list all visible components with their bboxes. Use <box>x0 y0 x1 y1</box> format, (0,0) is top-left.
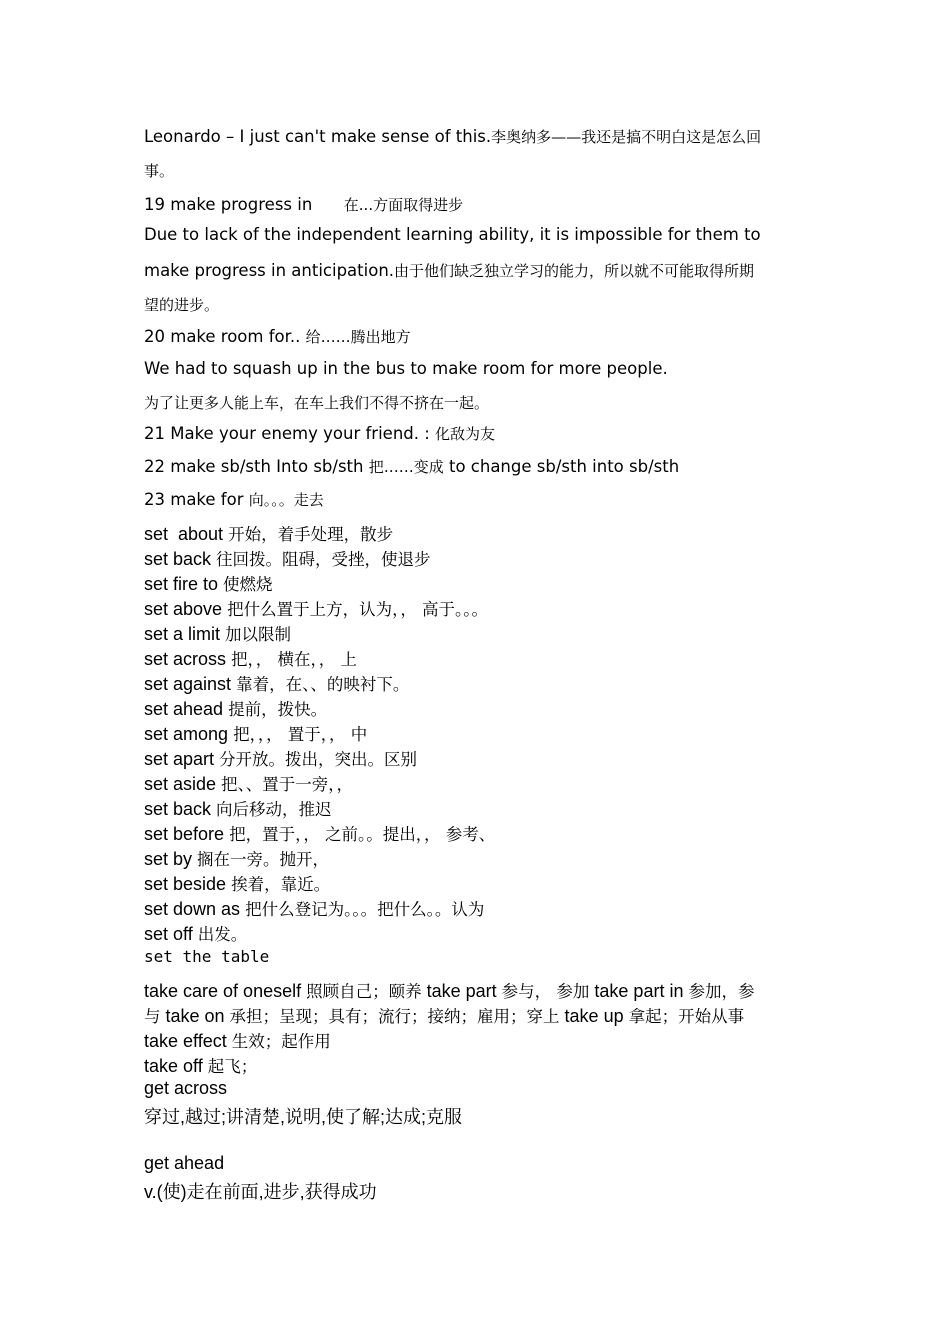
entry-line: set ahead 提前，拨快。 <box>144 699 328 719</box>
entry-line: set back 往回拨。阻碍，受挫，使退步 <box>144 549 431 569</box>
entry-line: 事。 <box>144 162 175 180</box>
entry-line: take effect 生效；起作用 <box>144 1031 331 1051</box>
entry-line: set a limit 加以限制 <box>144 624 292 644</box>
entry-line: take off 起飞； <box>144 1056 258 1076</box>
entry-line: 与 take on 承担；呈现；具有；流行；接纳；雇用；穿上 take up 拿起；开始从事 <box>144 1006 745 1026</box>
entry-line: set before 把，置于，， 之前。。提出，， 参考、 <box>144 824 496 844</box>
entry-line: 20 make room for.. 给……腾出地方 <box>144 327 411 346</box>
entry-line: 为了让更多人能上车，在车上我们不得不挤在一起。 <box>144 394 490 412</box>
entry-line: set above 把什么置于上方，认为，， 高于。。。 <box>144 599 489 619</box>
entry-line: set against 靠着，在、、的映衬下。 <box>144 674 410 694</box>
entry-line: set beside 挨着，靠近。 <box>144 874 331 894</box>
get-across-heading: get across <box>144 1078 228 1098</box>
entry-line: 望的进步。 <box>144 296 220 314</box>
get-ahead-heading: get ahead <box>144 1153 225 1173</box>
entry-line: set by 搁在一旁。抛开， <box>144 849 330 869</box>
entry-line: We had to squash up in the bus to make room for more people. <box>144 359 668 378</box>
entry-line: Leonardo – I just can't make sense of this.李奥纳多——我还是搞不明白这是怎么回 <box>144 127 762 146</box>
entry-line: set off 出发。 <box>144 924 248 944</box>
entry-line: make progress in anticipation.由于他们缺乏独立学习的能力，所以就不可能取得所期 <box>144 261 755 280</box>
entry-line: 22 make sb/sth Into sb/sth 把……变成 to change sb/sth into sb/sth <box>144 457 680 476</box>
entry-line: Due to lack of the independent learning ability, it is impossible for them to <box>144 225 761 244</box>
entry-line: set down as 把什么登记为。。。把什么。。认为 <box>144 899 485 919</box>
entry-line: set back 向后移动，推迟 <box>144 799 332 819</box>
entry-line: set among 把，，， 置于，， 中 <box>144 724 368 744</box>
get-across-meaning: 穿过,越过;讲清楚,说明,使了解;达成;克服 <box>144 1107 463 1127</box>
entry-line: 23 make for 向。。。走去 <box>144 490 324 509</box>
entry-line: set about 开始，着手处理，散步 <box>144 524 394 544</box>
entry-line: set apart 分开放。拨出，突出。区别 <box>144 749 418 769</box>
entry-line: 21 Make your enemy your friend. : 化敌为友 <box>144 424 496 443</box>
get-ahead-meaning: v.(使)走在前面,进步,获得成功 <box>144 1182 377 1202</box>
entry-line: take care of oneself 照顾自己；颐养 take part 参与， 参加 take part in 参加，参 <box>144 981 755 1001</box>
set-table-line: set the table <box>144 947 270 966</box>
entry-line: set aside 把、、置于一旁，， <box>144 774 354 794</box>
entry-line: set fire to 使燃烧 <box>144 574 273 594</box>
entry-line: set across 把，， 横在，， 上 <box>144 649 358 669</box>
entry-line: 19 make progress in 在...方面取得进步 <box>144 195 464 214</box>
